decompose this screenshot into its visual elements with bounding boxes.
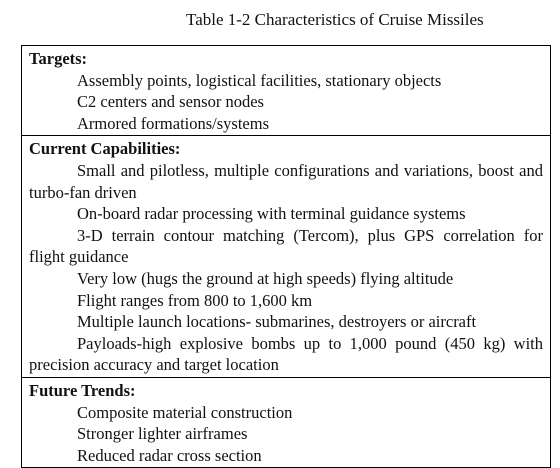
list-item: Small and pilotless, multiple configurations and variations, boost and turbo-fan driven — [29, 160, 543, 202]
current-capabilities-section — [22, 135, 550, 377]
future-trends-section — [22, 377, 550, 467]
section-heading: Future Trends: — [29, 380, 136, 400]
list-item: Multiple launch locations- submarines, destroyers or aircraft — [77, 312, 477, 332]
list-item: Flight ranges from 800 to 1,600 km — [77, 290, 313, 310]
list-item: Payloads-high explosive bombs up to 1,000 pound (450 kg) with precision accuracy and target location — [29, 333, 543, 375]
list-item: Stronger lighter airframes — [77, 424, 248, 444]
list-item: On-board radar processing with terminal guidance systems — [77, 204, 466, 224]
list-item: Composite material construction — [77, 402, 293, 422]
table-caption: Table 1-2 Characteristics of Cruise Missiles — [186, 10, 484, 29]
list-item: Reduced radar cross section — [77, 445, 262, 465]
list-item: Very low (hugs the ground at high speeds) flying altitude — [77, 268, 454, 288]
list-item: Assembly points, logistical facilities, stationary objects — [77, 70, 442, 90]
list-item: Armored formations/systems — [77, 113, 270, 133]
list-item: 3-D terrain contour matching (Tercom), plus GPS correlation for flight guidance — [29, 225, 543, 267]
section-heading: Current Capabilities: — [29, 139, 181, 159]
targets-section — [22, 46, 550, 135]
list-item: C2 centers and sensor nodes — [77, 92, 264, 112]
section-heading: Targets: — [29, 49, 88, 68]
characteristics-table — [21, 45, 551, 468]
